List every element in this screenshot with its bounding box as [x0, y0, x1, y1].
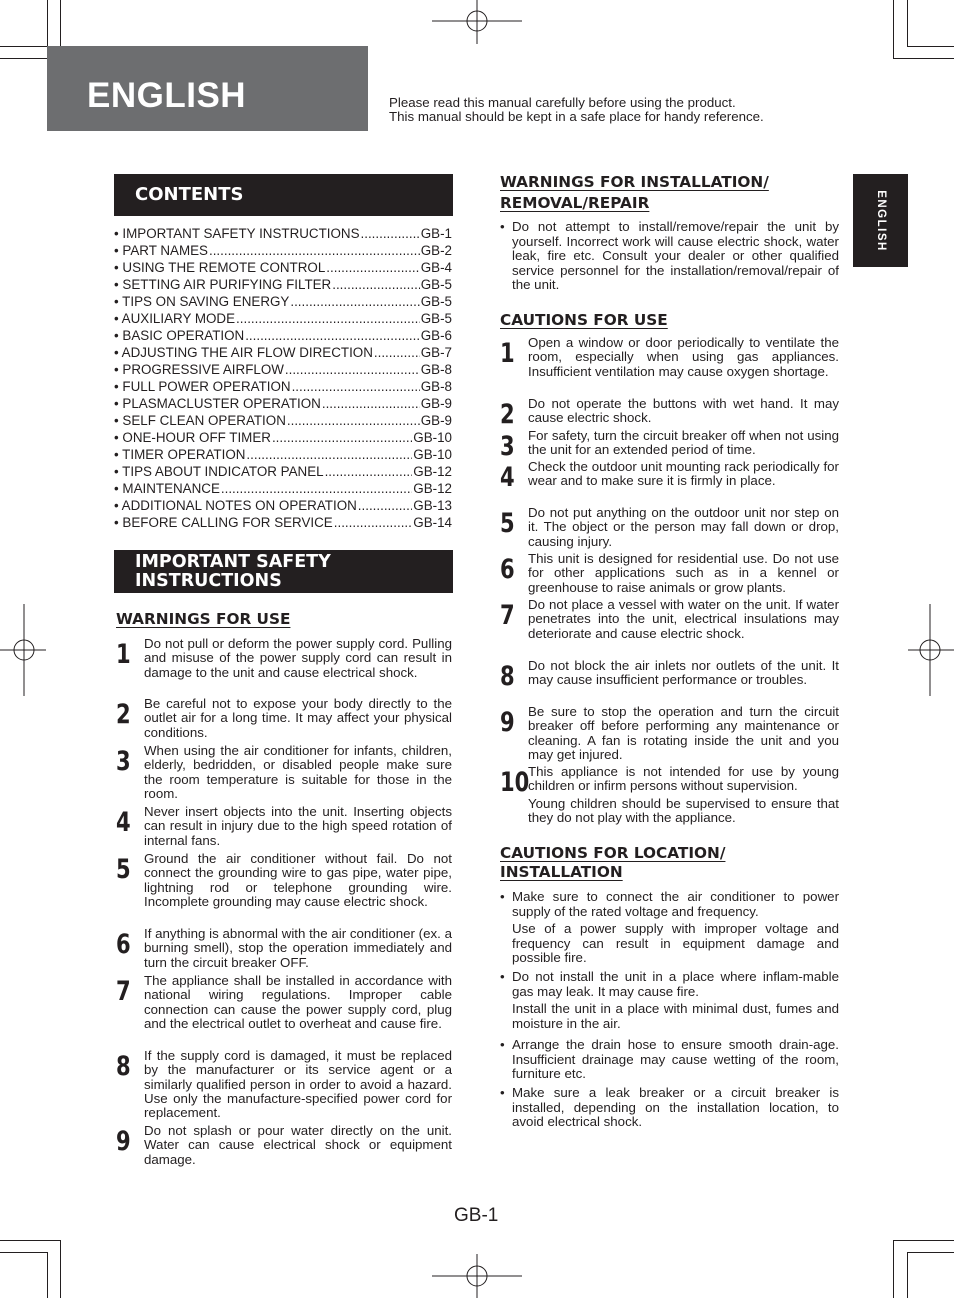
toc-label: • ADDITIONAL NOTES ON OPERATION	[114, 498, 357, 513]
toc-row	[114, 225, 452, 242]
item-text: Do not pull or deform the power supply cord. Pulling and misuse of the power supply cord can result in damage to the unit and cause electrical shock.	[144, 636, 452, 680]
toc-label: • PROGRESSIVE AIRFLOW	[114, 362, 284, 377]
item-number: 9	[500, 707, 515, 738]
language-title: ENGLISH	[87, 76, 247, 115]
crop-mark	[893, 58, 954, 59]
item-text: Open a window or door periodically to ventilate the room, especially when using gas appliances. Insufficient ventilation may cause oxygen shortage.	[528, 335, 839, 379]
crop-mark	[0, 46, 47, 47]
item-number: 5	[116, 854, 131, 885]
item-text: Do not splash or pour water directly on the unit. Water can cause electrical shock or equipment damage.	[144, 1123, 452, 1167]
bullet-icon: •	[500, 1085, 505, 1100]
toc-label: • BASIC OPERATION	[114, 328, 245, 343]
toc-leader	[245, 327, 420, 344]
item-number: 8	[116, 1051, 131, 1082]
item-number: 10	[500, 767, 530, 798]
toc-page: GB-8	[420, 379, 452, 394]
toc-page: GB-13	[413, 498, 452, 513]
language-side-tab	[853, 174, 908, 267]
item-number: 8	[500, 661, 515, 692]
cautions-for-use-heading: CAUTIONS FOR USE	[500, 311, 668, 329]
toc-row	[114, 497, 452, 514]
toc-page: GB-7	[420, 345, 452, 360]
item-number: 7	[116, 976, 131, 1007]
item-text: This appliance is not intended for use by young children or infirm persons without supervision.	[528, 764, 839, 794]
item-number: 4	[116, 807, 131, 838]
crop-mark	[893, 0, 894, 58]
bullet-text: Do not install the unit in a place where inflam-mable gas may leak. It may cause fire.	[512, 969, 839, 999]
toc-leader	[325, 463, 413, 480]
toc-row	[114, 480, 452, 497]
toc-leader	[361, 225, 420, 242]
item-text: Do not put anything on the outdoor unit nor step on it. The object or the person may fall down or drop, causing injury.	[528, 505, 839, 549]
crop-mark	[893, 1240, 894, 1298]
toc-page: GB-9	[420, 413, 452, 428]
toc-row	[114, 446, 452, 463]
item-number: 1	[500, 338, 515, 369]
item-number: 1	[116, 639, 131, 670]
toc-leader	[290, 293, 419, 310]
toc-leader	[334, 514, 413, 531]
toc-page: GB-12	[413, 481, 452, 496]
item-number: 2	[116, 699, 131, 730]
item-number: 6	[500, 554, 515, 585]
item-text: Ground the air conditioner without fail. Do not connect the grounding wire to gas pipe, water pipe, lightning rod or telephone grounding wire. Incomplete grounding may cause electric shock.	[144, 851, 452, 909]
intro-line: Please read this manual carefully before using the product.	[389, 95, 736, 110]
toc-row	[114, 310, 452, 327]
toc-leader	[292, 378, 420, 395]
bullet-item	[500, 220, 839, 293]
toc-leader	[272, 429, 412, 446]
toc-leader	[246, 446, 412, 463]
registration-mark-icon	[432, 0, 522, 44]
item-text: Never insert objects into the unit. Inserting objects can result in injury due to the high speed rotation of internal fans.	[144, 804, 452, 848]
toc-row	[114, 412, 452, 429]
toc-leader	[322, 395, 420, 412]
intro-text	[389, 96, 764, 123]
item-number: 4	[500, 462, 515, 493]
crop-mark	[47, 0, 48, 46]
bullet-icon: •	[500, 1037, 505, 1052]
bullet-text: Install the unit in a place with minimal dust, fumes and moisture in the air.	[512, 1001, 839, 1031]
toc-row	[114, 344, 452, 361]
page-number: GB-1	[454, 1205, 499, 1226]
item-number: 9	[116, 1126, 131, 1157]
crop-mark	[893, 1240, 954, 1241]
registration-mark-icon	[908, 604, 954, 696]
cautions-location-heading	[500, 844, 725, 882]
item-text: If anything is abnormal with the air conditioner (ex. a burning smell), stop the operation immediately and turn the circuit breaker OFF.	[144, 926, 452, 970]
bullet-item	[500, 970, 839, 1031]
warnings-installation-heading	[500, 172, 769, 214]
toc-label: • IMPORTANT SAFETY INSTRUCTIONS	[114, 226, 360, 241]
toc-label: • MAINTENANCE	[114, 481, 220, 496]
toc-row	[114, 327, 452, 344]
item-number: 6	[116, 929, 131, 960]
toc-row	[114, 242, 452, 259]
item-text: For safety, turn the circuit breaker off when not using the unit for an extended period of time.	[528, 428, 839, 458]
toc-leader	[285, 361, 420, 378]
toc-label: • PLASMACLUSTER OPERATION	[114, 396, 321, 411]
toc-label: • FULL POWER OPERATION	[114, 379, 291, 394]
heading-line: REMOVAL/REPAIR	[500, 194, 650, 212]
item-text: Do not place a vessel with water on the unit. If water penetrates into the unit, electrical insulations may deteriorate and cause electric shock.	[528, 597, 839, 641]
toc-label: • TIPS ABOUT INDICATOR PANEL	[114, 464, 324, 479]
item-number: 2	[500, 399, 515, 430]
crop-mark	[907, 46, 954, 47]
toc-leader	[332, 276, 420, 293]
toc-page: GB-9	[420, 396, 452, 411]
item-text: Check the outdoor unit mounting rack periodically for wear and to make sure it is firmly in place.	[528, 459, 839, 489]
bullet-text: Make sure a leak breaker or a circuit breaker is installed, depending on the installation location, to avoid electrical shock.	[512, 1085, 839, 1130]
heading-line: INSTALLATION	[500, 863, 623, 881]
toc-label: • AUXILIARY MODE	[114, 311, 236, 326]
crop-mark	[60, 1240, 61, 1298]
toc-label: • BEFORE CALLING FOR SERVICE	[114, 515, 333, 530]
item-number: 3	[500, 431, 515, 462]
warnings-for-use-heading: WARNINGS FOR USE	[116, 610, 291, 628]
intro-line: This manual should be kept in a safe place for handy reference.	[389, 108, 764, 124]
toc-leader	[209, 242, 420, 259]
toc-row	[114, 276, 452, 293]
crop-mark	[907, 0, 908, 46]
registration-mark-icon	[0, 604, 46, 696]
toc-leader	[326, 259, 419, 276]
item-number: 5	[500, 508, 515, 539]
registration-mark-icon	[432, 1254, 522, 1298]
bullet-item	[500, 1086, 839, 1130]
toc-row	[114, 395, 452, 412]
bullet-icon: •	[500, 219, 505, 234]
toc-page: GB-2	[420, 243, 452, 258]
item-text: Do not block the air inlets nor outlets of the unit. It may cause insufficient performance or troubles.	[528, 658, 839, 688]
heading-line: CAUTIONS FOR LOCATION/	[500, 844, 726, 862]
toc-label: • SETTING AIR PURIFYING FILTER	[114, 277, 332, 292]
toc-page: GB-1	[420, 226, 452, 241]
bullet-icon: •	[500, 969, 505, 984]
toc-row	[114, 378, 452, 395]
bullet-item	[500, 890, 839, 966]
table-of-contents	[114, 225, 452, 531]
toc-label: • TIPS ON SAVING ENERGY	[114, 294, 290, 309]
bullet-text: Do not attempt to install/remove/repair the unit by yourself. Incorrect work will cause electric shock, water leak, fire etc. Consult your dealer or other qualified service personnel for the installation/removal/repair of the unit.	[512, 219, 839, 293]
item-text: This unit is designed for residential use. Do not use for other applications such as in a kennel or greenhouse to raise animals or grow plants.	[528, 551, 839, 595]
crop-mark	[907, 1252, 954, 1253]
toc-page: GB-4	[420, 260, 452, 275]
crop-mark	[0, 1252, 47, 1253]
toc-label: • ONE-HOUR OFF TIMER	[114, 430, 271, 445]
toc-leader	[287, 412, 420, 429]
bullet-text: Arrange the drain hose to ensure smooth drain-age. Insufficient drainage may cause wetting of the room, furniture etc.	[512, 1037, 839, 1082]
toc-label: • USING THE REMOTE CONTROL	[114, 260, 326, 275]
contents-heading	[114, 174, 453, 216]
toc-page: GB-5	[420, 311, 452, 326]
toc-label: • SELF CLEAN OPERATION	[114, 413, 286, 428]
item-number: 3	[116, 746, 131, 777]
item-number: 7	[500, 600, 515, 631]
safety-heading	[114, 550, 453, 593]
toc-row	[114, 429, 452, 446]
item-text: If the supply cord is damaged, it must be replaced by the manufacturer or its service agent or a similarly qualified person in order to avoid a hazard. Use only the manufacture-specified power cord for replacement.	[144, 1048, 452, 1121]
bullet-text: Make sure to connect the air conditioner to power supply of the rated voltage and frequency.	[512, 889, 839, 919]
safety-title-line: INSTRUCTIONS	[135, 571, 282, 591]
toc-page: GB-5	[420, 277, 452, 292]
item-text: Be careful not to expose your body directly to the outlet air for a long time. It may affect your physical conditions.	[144, 696, 452, 740]
toc-row	[114, 293, 452, 310]
toc-page: GB-12	[413, 464, 452, 479]
item-text: Young children should be supervised to ensure that they do not play with the appliance.	[528, 795, 839, 825]
toc-leader	[236, 310, 420, 327]
item-text: The appliance shall be installed in accordance with national wiring regulations. Improper cable connection can cause the power supply cord, plug and the electrical outlet to overheat and cause fire.	[144, 973, 452, 1031]
toc-row	[114, 259, 452, 276]
item-text: Do not operate the buttons with wet hand. It may cause electric shock.	[528, 396, 839, 426]
toc-page: GB-8	[420, 362, 452, 377]
toc-page: GB-10	[413, 447, 452, 462]
toc-page: GB-6	[420, 328, 452, 343]
toc-leader	[374, 344, 420, 361]
toc-leader	[221, 480, 412, 497]
contents-title: CONTENTS	[135, 184, 244, 205]
crop-mark	[0, 1240, 60, 1241]
toc-page: GB-10	[413, 430, 452, 445]
toc-label: • ADJUSTING THE AIR FLOW DIRECTION	[114, 345, 373, 360]
crop-mark	[47, 1252, 48, 1298]
item-text: Be sure to stop the operation and turn the circuit breaker off before performing any maintenance or cleaning. A fan is rotating inside the unit and you may get injured.	[528, 704, 839, 762]
toc-row	[114, 361, 452, 378]
bullet-icon: •	[500, 889, 505, 904]
toc-row	[114, 463, 452, 480]
crop-mark	[907, 1252, 908, 1298]
heading-line: WARNINGS FOR INSTALLATION/	[500, 173, 769, 191]
toc-page: GB-14	[413, 515, 452, 530]
bullet-text: Use of a power supply with improper voltage and frequency can result in equipment damage and possible fire.	[512, 921, 839, 966]
toc-row	[114, 514, 452, 531]
item-text: When using the air conditioner for infants, children, elderly, bedridden, or disabled people make sure the room temperature is suitable for those in the room.	[144, 743, 452, 801]
safety-title-line: IMPORTANT SAFETY	[135, 552, 331, 572]
bullet-item	[500, 1038, 839, 1082]
toc-label: • TIMER OPERATION	[114, 447, 246, 462]
side-tab-label: ENGLISH	[874, 189, 887, 252]
toc-page: GB-5	[420, 294, 452, 309]
toc-leader	[358, 497, 413, 514]
toc-label: • PART NAMES	[114, 243, 208, 258]
